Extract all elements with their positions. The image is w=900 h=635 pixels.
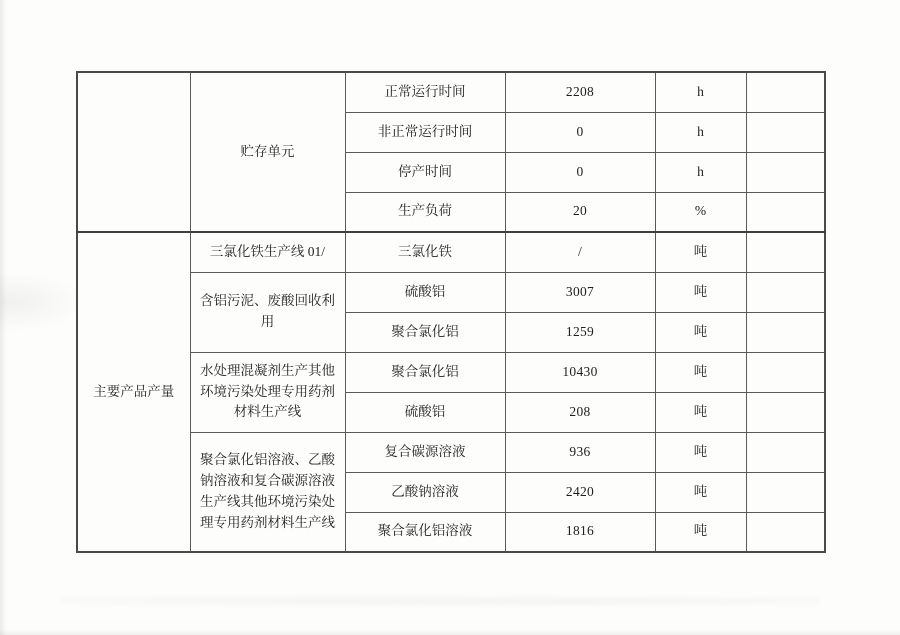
cell-unit: 吨	[655, 512, 746, 552]
cell-remark	[746, 392, 825, 432]
cell-unit: 吨	[655, 312, 746, 352]
cell-value: /	[505, 232, 655, 272]
cell-value: 0	[505, 152, 655, 192]
cell-parameter: 生产负荷	[345, 192, 505, 232]
cell-product-name: 聚合氯化铝	[345, 312, 505, 352]
cell-unit: %	[655, 192, 746, 232]
cell-value: 208	[505, 392, 655, 432]
cell-product-name: 三氯化铁	[345, 232, 505, 272]
cell-production-line: 水处理混凝剂生产其他环境污染处理专用药剂材料生产线	[190, 352, 345, 432]
scan-artifact-bottom-edge	[0, 629, 900, 635]
cell-value: 1816	[505, 512, 655, 552]
cell-product-name: 硫酸铝	[345, 392, 505, 432]
cell-remark	[746, 352, 825, 392]
cell-remark	[746, 192, 825, 232]
cell-parameter: 正常运行时间	[345, 72, 505, 112]
cell-product-name: 乙酸钠溶液	[345, 472, 505, 512]
cell-remark	[746, 232, 825, 272]
cell-value: 2420	[505, 472, 655, 512]
cell-unit: h	[655, 152, 746, 192]
cell-unit: 吨	[655, 272, 746, 312]
cell-product-name: 复合碳源溶液	[345, 432, 505, 472]
cell-parameter: 停产时间	[345, 152, 505, 192]
production-report-table	[76, 71, 826, 553]
cell-remark	[746, 152, 825, 192]
cell-value: 3007	[505, 272, 655, 312]
cell-remark	[746, 272, 825, 312]
cell-remark	[746, 312, 825, 352]
cell-remark	[746, 512, 825, 552]
cell-value: 2208	[505, 72, 655, 112]
cell-unit-name: 贮存单元	[190, 72, 345, 232]
cell-production-line: 含铝污泥、废酸回收利用	[190, 272, 345, 352]
cell-value: 0	[505, 112, 655, 152]
cell-unit: 吨	[655, 472, 746, 512]
scan-artifact-smudge	[0, 272, 84, 332]
cell-group-label: 主要产品产量	[77, 232, 190, 552]
cell-remark	[746, 72, 825, 112]
cell-value: 20	[505, 192, 655, 232]
table-row	[77, 232, 825, 272]
table-row	[77, 432, 825, 472]
cell-value: 10430	[505, 352, 655, 392]
table-row	[77, 272, 825, 312]
cell-unit: h	[655, 112, 746, 152]
cell-product-name: 聚合氯化铝	[345, 352, 505, 392]
cell-product-name: 硫酸铝	[345, 272, 505, 312]
cell-unit: 吨	[655, 392, 746, 432]
scan-artifact-smudge	[60, 592, 820, 610]
cell-remark	[746, 432, 825, 472]
cell-group-empty	[77, 72, 190, 232]
cell-remark	[746, 472, 825, 512]
table-row	[77, 352, 825, 392]
cell-remark	[746, 112, 825, 152]
cell-unit: h	[655, 72, 746, 112]
scan-artifact-left-edge	[0, 0, 8, 635]
cell-production-line: 三氯化铁生产线 01/	[190, 232, 345, 272]
cell-parameter: 非正常运行时间	[345, 112, 505, 152]
cell-unit: 吨	[655, 352, 746, 392]
cell-value: 1259	[505, 312, 655, 352]
cell-unit: 吨	[655, 232, 746, 272]
table-row	[77, 72, 825, 112]
cell-production-line: 聚合氯化铝溶液、乙酸钠溶液和复合碳源溶液生产线其他环境污染处理专用药剂材料生产线	[190, 432, 345, 552]
cell-unit: 吨	[655, 432, 746, 472]
cell-value: 936	[505, 432, 655, 472]
cell-product-name: 聚合氯化铝溶液	[345, 512, 505, 552]
